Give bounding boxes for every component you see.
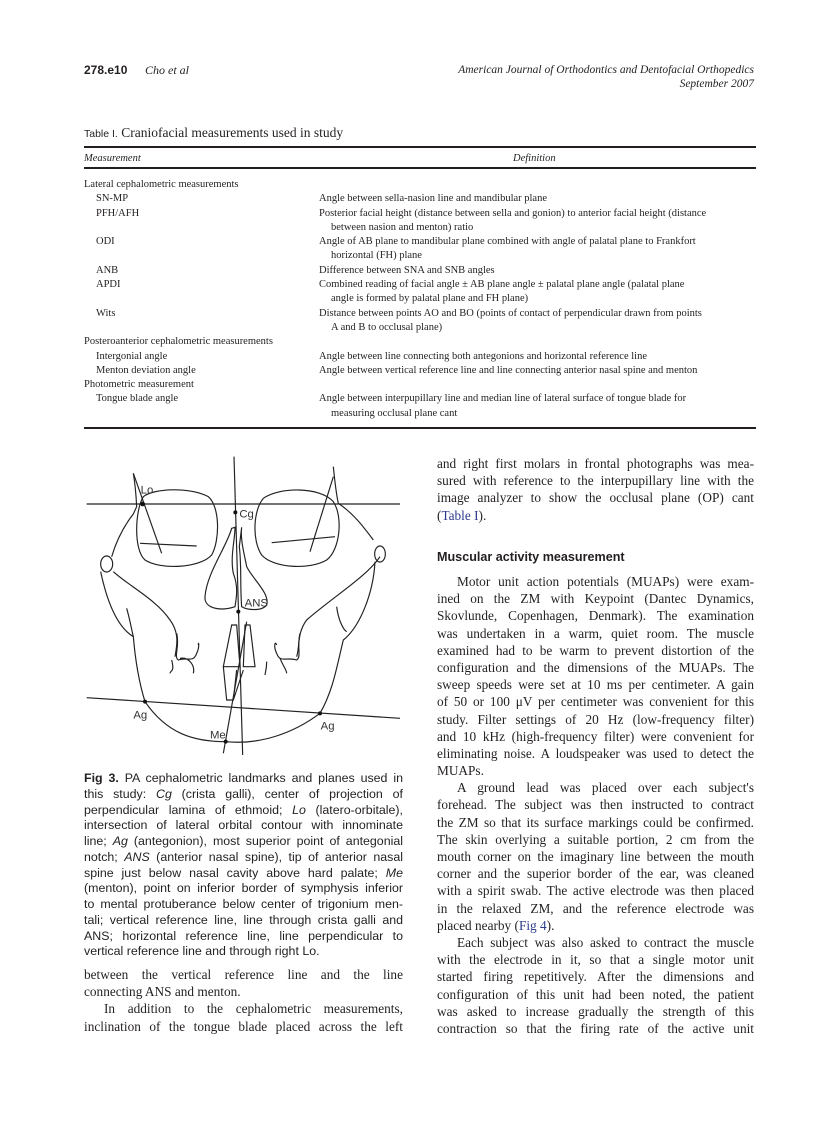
text-line: connecting ANS and menton.	[84, 984, 241, 1000]
measurement-name: PFH/AFH	[96, 207, 140, 219]
figure-caption	[84, 771, 403, 960]
text-line: and right first molars in frontal photographs was mea-	[437, 456, 754, 471]
measurement-name: Wits	[96, 307, 116, 319]
caption-text: perpendicular lamina of ethmoid;	[84, 802, 293, 817]
cross-reference-link[interactable]: Table I	[441, 507, 479, 523]
group-label: Lateral cephalometric measurements	[84, 179, 239, 190]
text-line: forehead. The subject was then instructed to contract	[437, 797, 754, 813]
group-label: Posteroanterior cephalometric measurements	[84, 336, 273, 348]
measurement-name: SN-MP	[96, 193, 129, 205]
definition-line: Difference between SNA and SNB angles	[319, 264, 495, 276]
right-orbit	[255, 490, 339, 566]
ag-left-point	[143, 700, 147, 704]
definition-line: between nasion and menton) ratio	[331, 221, 474, 233]
definition-line: angle is formed by palatal plane and FH plane)	[331, 293, 529, 305]
ans-label: ANS	[244, 597, 268, 610]
caption-line	[84, 913, 403, 929]
measurement-name: Tongue blade angle	[96, 393, 179, 405]
measurement-definition	[319, 264, 756, 278]
left-nasal-cavity	[205, 527, 237, 609]
definition-line: Angle between vertical reference line and line connecting anterior nasal spine and menton	[319, 364, 698, 376]
caption-text: (anterior nasal spine), tip of anterior nasal	[149, 849, 403, 864]
left-column-text	[84, 966, 403, 1035]
text-line: in the relaxed ZM, and the reference electrode was	[437, 900, 754, 916]
measurement-definition	[319, 235, 756, 264]
caption-text: tali; vertical reference line, line through crista galli and	[84, 912, 403, 927]
caption-line	[84, 866, 403, 882]
table-row	[84, 264, 756, 278]
definition-line: Combined reading of facial angle ± AB plane angle ± palatal plane angle (palatal plane	[319, 279, 685, 291]
table-row	[84, 235, 756, 264]
table-row	[84, 307, 756, 336]
definition-line: Angle between line connecting both antegonions and horizontal reference line	[319, 350, 648, 362]
left-molars	[170, 633, 199, 673]
measurement-definition	[319, 278, 756, 307]
text-line: study. Filter settings of 20 Hz (low-frequency filter)	[437, 711, 754, 727]
caption-text: Ag	[112, 834, 128, 848]
measurement-name: Intergonial angle	[96, 350, 168, 362]
cg-point	[233, 510, 237, 514]
left-orbit	[137, 490, 218, 567]
text-line: mouth corner on the imaginary line between the mouth	[437, 849, 754, 864]
text-line: (Table I).	[437, 507, 487, 523]
ag-right-point	[318, 711, 322, 715]
definition-line: horizontal (FH) plane	[331, 250, 422, 262]
caption-line	[84, 897, 403, 913]
ag-left-label: Ag	[133, 709, 148, 722]
table-label: Table I.	[84, 128, 118, 140]
text-line: MUAPs.	[437, 763, 484, 779]
table-row	[84, 278, 756, 307]
caption-text: vertical reference line and through right Lo.	[84, 944, 320, 959]
caption-text: (antegonion), most superior point of antegonial	[127, 834, 403, 848]
right-molars	[265, 633, 300, 675]
table-top-rule	[84, 146, 756, 148]
text-line: eliminating noise. A loudspeaker was used to detect the	[437, 745, 754, 761]
caption-text: line;	[84, 834, 113, 848]
caption-line	[84, 771, 403, 787]
me-label: Me	[210, 729, 226, 742]
text-line: The skin overlying a suitable portion, 2 cm from the	[437, 831, 754, 847]
ag-right-label: Ag	[320, 720, 335, 733]
definition-line: Angle of AB plane to mandibular plane combined with angle of palatal plane to Frankfort	[319, 236, 696, 248]
caption-text: to mental protuberance below center of trigonium men-	[84, 897, 403, 911]
text-line: with a spirit swab. The active electrode was then placed	[437, 883, 754, 899]
journal-title: American Journal of Orthodontics and Dentofacial Orthopedics	[458, 64, 754, 76]
text-line: the ZM so that its surface markings could be confirmed.	[437, 814, 754, 830]
text-line: image analyzer to show the occlusal plane (OP) cant	[437, 490, 754, 506]
measurement-name: ODI	[96, 236, 115, 248]
caption-text: spine just below nasal cavity above hard palate;	[84, 865, 386, 880]
caption-text: PA cephalometric landmarks and planes used in	[118, 771, 403, 785]
measurement-name: Menton deviation angle	[96, 364, 196, 376]
caption-text: this study:	[84, 786, 156, 801]
text-line: contraction so that the firing rate of the active unit	[437, 1020, 754, 1036]
running-journal	[458, 63, 754, 91]
column-header-measurement: Measurement	[84, 153, 141, 164]
pa-cephalometric-figure	[80, 440, 420, 770]
table-row	[84, 364, 756, 378]
definition-line: Angle between sella-nasion line and mandibular plane	[319, 193, 548, 205]
right-orbit-line	[272, 537, 335, 543]
text-line: sweep speeds were set at 10 ms per centimeter. A gain	[437, 677, 754, 693]
table-group-row	[84, 335, 756, 349]
cross-reference-link[interactable]: Fig 4	[518, 917, 547, 933]
text-line: placed nearby (Fig 4).	[437, 917, 555, 933]
caption-text: (menton), point on inferior border of symphysis inferior	[84, 881, 403, 896]
text-line: Each subject was also asked to contract the muscle	[457, 934, 754, 950]
caption-line	[84, 818, 403, 834]
table-bottom-rule	[84, 427, 756, 429]
caption-line	[84, 850, 403, 866]
table-title: Craniofacial measurements used in study	[121, 125, 344, 140]
text-line: A ground lead was placed over each subject's	[457, 780, 754, 796]
text-line: In addition to the cephalometric measurements,	[104, 1001, 403, 1017]
table-row	[84, 192, 756, 206]
text-line: of 50 or 100 μV per centimeter was convenient for this	[437, 694, 754, 710]
text-line: was undertaken in a warm, quiet room. The muscle	[437, 625, 754, 641]
text-line: and 10 kHz (high-frequency filter) were convenient for	[437, 728, 754, 744]
text-line: configuration and the dimensions of the MUAPs. The	[437, 659, 754, 675]
right-ear-point	[375, 546, 386, 562]
caption-line	[84, 944, 403, 960]
text-line: was asked to increase gradually the strength of this	[437, 1003, 754, 1019]
text-line: configuration of this unit had been noted, the patient	[437, 986, 754, 1002]
left-skull-contour	[112, 473, 177, 656]
left-ear-point	[101, 556, 113, 572]
running-author: Cho et al	[145, 63, 189, 77]
caption-text: ANS	[124, 849, 150, 864]
table-group-row	[84, 378, 756, 392]
caption-line	[84, 787, 403, 803]
right-orbital-contour	[310, 477, 333, 552]
journal-issue: September 2007	[679, 78, 754, 90]
group-label: Photometric measurement	[84, 379, 194, 391]
caption-text: Me	[385, 865, 403, 880]
measurement-definition	[319, 207, 756, 236]
ans-point	[236, 610, 240, 614]
definition-line: Angle between interpupillary line and median line of lateral surface of tongue blade for	[319, 393, 687, 405]
table-body	[84, 178, 756, 421]
lo-point	[140, 502, 145, 507]
section-heading: Muscular activity measurement	[437, 550, 625, 564]
right-nasal-cavity	[239, 527, 267, 609]
left-orbit-line	[140, 543, 197, 546]
caption-text: intersection of lateral orbital contour with innominate	[84, 818, 403, 833]
caption-text: notch;	[84, 849, 125, 864]
table-row	[84, 350, 756, 364]
text-line: with the electrode in it, so that a single motor unit	[437, 952, 754, 968]
measurement-definition	[319, 307, 756, 336]
right-ramus	[320, 562, 375, 714]
caption-text: (crista galli), center of projection of	[171, 786, 403, 801]
caption-text: (latero-orbitale),	[305, 802, 403, 817]
measurement-name: APDI	[96, 279, 121, 291]
measurement-definition	[319, 364, 756, 378]
column-header-definition: Definition	[513, 153, 556, 164]
measurement-definition	[319, 192, 756, 206]
definition-line: A and B to occlusal plane)	[331, 321, 443, 333]
text-line: examined had to be warm to prevent distortion of the	[437, 642, 754, 658]
caption-text: Lo	[292, 802, 306, 817]
caption-text: ANS; horizontal reference line, line perpendicular to	[84, 928, 403, 943]
cg-label: Cg	[239, 508, 254, 521]
caption-line	[84, 834, 403, 850]
measurement-name: ANB	[96, 264, 119, 276]
text-line: ined on the ZM with Keypoint (Dantec Dynamics,	[437, 591, 754, 607]
lo-label: Lo	[140, 484, 154, 497]
text-line: corner and the superior border of the ear, was cleaned	[437, 866, 754, 882]
caption-line	[84, 881, 403, 897]
measurement-definition	[319, 392, 756, 421]
right-coronoid	[337, 607, 347, 632]
right-column-text	[437, 573, 754, 1037]
table-caption	[84, 125, 343, 141]
text-line: sured with reference to the interpupillary line with the	[437, 473, 754, 489]
text-line: between the vertical reference line and the line	[84, 967, 403, 982]
definition-line: Posterior facial height (distance between sella and gonion) to anterior facial height (distance	[319, 207, 707, 219]
measurement-definition	[319, 350, 756, 364]
right-skull-contour	[297, 467, 380, 657]
page-number: 278.e10	[84, 63, 128, 77]
text-line: Skovlunde, Copenhagen, Denmark). The examination	[437, 608, 754, 624]
caption-text: Cg	[156, 786, 172, 801]
table-row	[84, 207, 756, 236]
caption-line	[84, 929, 403, 945]
figure-label: Fig 3.	[84, 771, 119, 785]
text-line: started firing repetitively. After the dimensions and	[437, 969, 754, 985]
text-line: inclination of the tongue blade placed across the left	[84, 1018, 403, 1034]
table-group-row	[84, 178, 756, 192]
text-line: Motor unit action potentials (MUAPs) were exam-	[457, 574, 754, 589]
table-header-rule	[84, 167, 756, 169]
right-column-intro	[437, 455, 754, 524]
definition-line: Distance between points AO and BO (points of contact of perpendicular drawn from points	[319, 307, 702, 319]
definition-line: measuring occlusal plane cant	[331, 407, 458, 419]
caption-line	[84, 803, 403, 819]
table-row	[84, 392, 756, 421]
